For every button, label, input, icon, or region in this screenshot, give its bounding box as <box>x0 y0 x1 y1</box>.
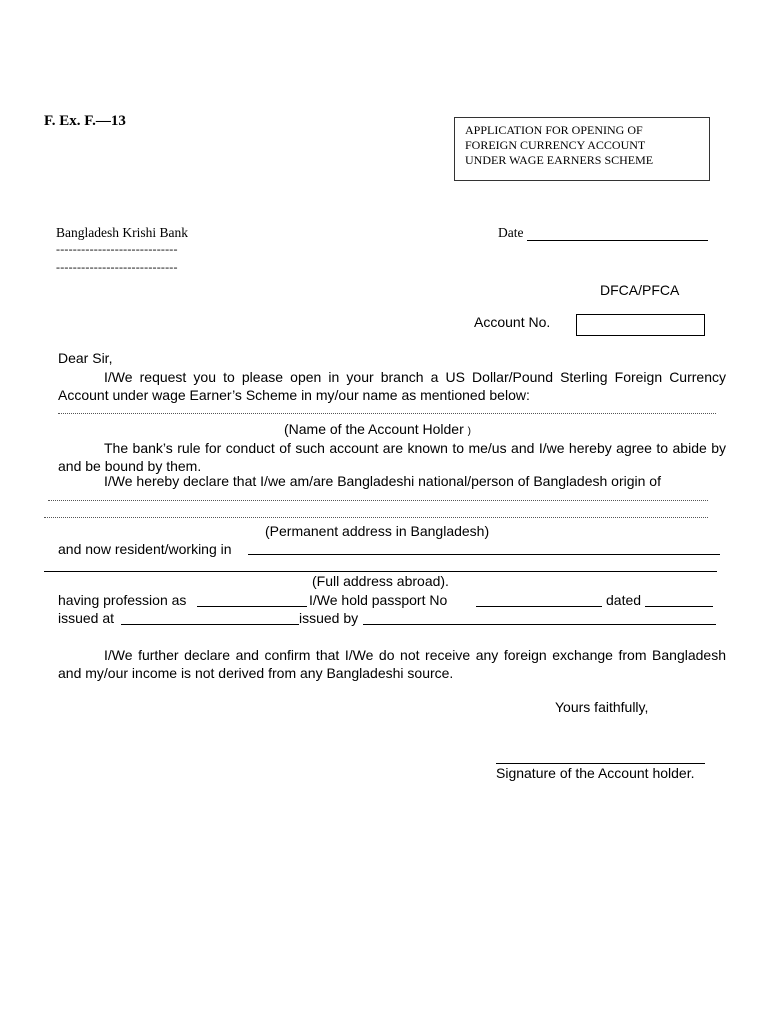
dated-label: dated <box>606 592 642 608</box>
permanent-address-field[interactable] <box>48 500 708 501</box>
permanent-address-field-2[interactable] <box>44 517 708 518</box>
passport-number-field[interactable] <box>476 606 602 607</box>
confirm-paragraph: I/We further declare and confirm that I/We do not receive any foreign exchange from Bangladesh and my/our income is not derived from any Bangladeshi source. <box>58 647 726 681</box>
signature-caption: Signature of the Account holder. <box>496 765 695 781</box>
form-code: F. Ex. F.—13 <box>44 113 126 129</box>
bank-name: Bangladesh Krishi Bank <box>56 225 188 240</box>
account-no-label: Account No. <box>474 314 551 330</box>
title-line: APPLICATION FOR OPENING OF <box>465 123 643 137</box>
name-caption-text: (Name of the Account Holder <box>284 421 464 437</box>
form-title-box <box>454 117 710 181</box>
closing: Yours faithfully, <box>555 699 649 715</box>
abroad-caption: (Full address abroad). <box>312 573 449 589</box>
salutation: Dear Sir, <box>58 350 113 366</box>
profession-field[interactable] <box>197 606 307 607</box>
date-label: Date <box>498 225 524 240</box>
account-type: DFCA/PFCA <box>600 282 680 298</box>
date-field[interactable] <box>527 240 708 241</box>
issued-by-field[interactable] <box>363 624 716 625</box>
passport-date-field[interactable] <box>645 606 713 607</box>
abroad-address-field[interactable] <box>44 571 717 572</box>
profession-label: having profession as <box>58 592 187 608</box>
rule-paragraph: The bank’s rule for conduct of such account are known to me/us and I/we hereby agree to abide by and be bound by them. <box>58 440 726 474</box>
branch-blank-line[interactable]: ----------------------------- <box>56 242 178 256</box>
issued-at-label: issued at <box>58 610 115 626</box>
account-no-field[interactable] <box>576 314 705 336</box>
title-line: FOREIGN CURRENCY ACCOUNT <box>465 138 646 152</box>
resident-country-field[interactable] <box>248 554 720 555</box>
issued-by-label: issued by <box>299 610 359 626</box>
name-caption <box>284 421 471 437</box>
declare-text: I/We hereby declare that I/we am/are Bangladeshi national/person of Bangladesh origin of <box>104 473 661 489</box>
issued-at-field[interactable] <box>121 624 299 625</box>
request-paragraph: I/We request you to please open in your branch a US Dollar/Pound Sterling Foreign Currency Account under wage Earner’s Scheme in my/our name as mentioned below: <box>58 369 726 403</box>
signature-field[interactable] <box>496 763 705 764</box>
address-caption: (Permanent address in Bangladesh) <box>265 523 490 539</box>
name-caption-close: ) <box>467 426 471 437</box>
title-line: UNDER WAGE EARNERS SCHEME <box>465 153 654 167</box>
branch-blank-line[interactable]: ----------------------------- <box>56 260 178 274</box>
passport-label: I/We hold passport No <box>309 592 448 608</box>
resident-label: and now resident/working in <box>58 541 232 557</box>
account-holder-name-field[interactable] <box>58 413 716 414</box>
